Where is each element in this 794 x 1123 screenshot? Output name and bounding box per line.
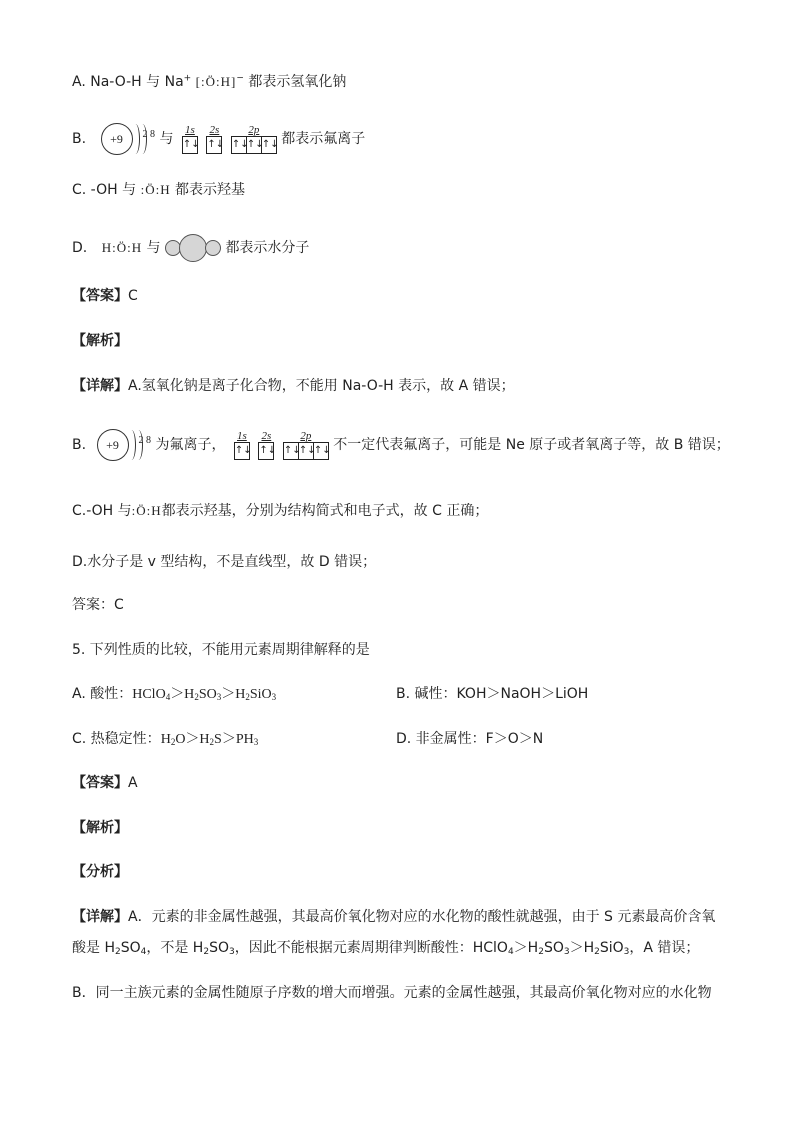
- analysis-tag: 【解析】: [72, 333, 128, 349]
- detail-1-answer-text: 答案：C: [72, 597, 124, 613]
- hydroxyl-lewis-structure: :Ö:H: [131, 503, 162, 518]
- detail-1-d-text: D.水分子是 v 型结构，不是直线型，故 D 错误；: [72, 554, 377, 570]
- orbital-box: ↑↓: [207, 139, 225, 150]
- detail-2-b-text: B．同一主族元素的金属性随原子序数的增大而增强。元素的金属性越强，其最高价氧化物对应的水化物: [72, 985, 712, 1001]
- answer-value: A: [128, 775, 138, 791]
- hydrogen-atom-ball: [205, 240, 221, 256]
- detail-2-a-line1: [72, 907, 715, 927]
- orbital-box: ↑↓: [234, 445, 252, 456]
- q4-option-a-prefix: A. Na-O-H 与 Na: [72, 74, 184, 90]
- detail-1-c-suffix: 都表示羟基，分别为结构简式和电子式，故 C 正确；: [161, 503, 489, 519]
- q4-option-d: [72, 234, 309, 262]
- q5-option-b: [396, 684, 588, 704]
- fenxi-tag: 【分析】: [72, 864, 128, 880]
- detail-1-b-suffix: 不一定代表氟离子，可能是 Ne 原子或者氧离子等，故 B 错误；: [333, 437, 730, 453]
- answer-tag: 【答案】: [72, 775, 128, 791]
- water-lewis-structure: H:Ö:H: [101, 240, 143, 255]
- detail-tag: 【详解】: [72, 378, 128, 394]
- orbital-2s-label: 2s: [209, 124, 220, 136]
- detail-2-a-line2: 酸是 $H_2SO_4$，不是 $H_2SO_3$，因此不能根据元素周期律判断酸性：$HClO_4>H_2SO_3>H_2SiO_3$，A 错误；: [72, 940, 700, 957]
- orbital-2p: [283, 430, 329, 460]
- q5-option-b-text: B. 碱性：KOH＞NaOH＞LiOH: [396, 686, 589, 702]
- answer-2: [72, 773, 138, 793]
- orbital-box: ↑↓: [182, 139, 200, 150]
- q5-option-c: [72, 729, 258, 750]
- orbital-1s-label: 1s: [237, 430, 247, 442]
- detail-1-b: [72, 428, 730, 462]
- orbital-2p: [231, 124, 277, 154]
- q4-option-b-suffix: 都表示氟离子: [281, 131, 366, 147]
- q5-option-c-label: C. 热稳定性：: [72, 731, 161, 747]
- oxygen-atom-ball: [179, 234, 207, 262]
- q4-option-c: [72, 180, 245, 200]
- orbital-2s-label: 2s: [261, 430, 272, 442]
- q5-option-a-label: A. 酸性：: [72, 686, 133, 702]
- orbital-2p-label: 2p: [248, 124, 260, 136]
- q5-option-d: [396, 729, 543, 749]
- orbital-box: ↑↓: [299, 443, 314, 459]
- q4-option-d-prefix: D.: [72, 240, 88, 256]
- orbital-box: ↑↓: [261, 139, 279, 150]
- linear-molecule-model: [165, 234, 221, 262]
- orbital-1s: [182, 124, 198, 154]
- orbital-box: ↑↓: [232, 137, 247, 153]
- q4-option-b: [72, 122, 365, 156]
- q5-option-d-text: D. 非金属性：F＞O＞N: [396, 731, 544, 747]
- q4-option-d-connector: 与: [146, 240, 161, 256]
- sodium-charge: +: [183, 73, 192, 84]
- q5-option-a-formula: $HClO_4>H_2SO_3>H_2SiO_3$: [132, 687, 277, 702]
- orbital-box: ↑↓: [247, 137, 262, 153]
- detail-tag: 【详解】: [72, 909, 128, 925]
- detail-1-answer: [72, 595, 124, 615]
- analysis-2: [72, 818, 128, 838]
- hydroxide-lewis-structure: [:Ö:H]: [195, 74, 237, 89]
- q4-option-a: [72, 72, 346, 92]
- fenxi: [72, 862, 128, 882]
- q5-stem-text: 5. 下列性质的比较，不能用元素周期律解释的是: [72, 642, 370, 658]
- orbital-1s: [234, 430, 250, 460]
- orbital-box: ↑↓: [259, 445, 277, 456]
- shell-electron-counts: 2 8: [142, 129, 156, 140]
- detail-1-c: [72, 501, 488, 521]
- fluoride-ion-diagram: [97, 428, 152, 462]
- orbital-box: ↑↓: [313, 445, 331, 456]
- analysis-tag: 【解析】: [72, 820, 128, 836]
- detail-1-b-prefix: B.: [72, 437, 87, 453]
- orbital-1s-label: 1s: [185, 124, 195, 136]
- detail-1-c-prefix: C.-OH 与: [72, 503, 132, 519]
- q4-option-d-suffix: 都表示水分子: [225, 240, 310, 256]
- orbital-2s: [206, 124, 225, 154]
- detail-2-b-line1: [72, 983, 712, 1003]
- nucleus-label: +9: [97, 429, 129, 461]
- detail-1-b-mid: 为氟离子，: [155, 437, 226, 453]
- q5-option-a: [72, 684, 276, 705]
- q4-option-c-suffix: 都表示羟基: [175, 182, 246, 198]
- q4-option-b-prefix: B.: [72, 131, 87, 147]
- q4-option-b-connector: 与: [159, 131, 174, 147]
- q4-option-a-suffix: 都表示氢氧化钠: [248, 74, 347, 90]
- nucleus-label: +9: [101, 123, 133, 155]
- q4-option-c-prefix: C. -OH 与: [72, 182, 137, 198]
- answer-tag: 【答案】: [72, 288, 128, 304]
- fluoride-ion-diagram: [101, 122, 156, 156]
- orbital-2s: [258, 430, 277, 460]
- orbital-box: ↑↓: [284, 443, 299, 459]
- hydroxide-charge: −: [236, 73, 244, 84]
- q5-option-c-formula: $H_2O>H_2S>PH_3$: [160, 732, 259, 747]
- detail-1-a: [72, 376, 515, 396]
- q5-stem: [72, 640, 370, 660]
- answer-value: C: [128, 288, 138, 304]
- detail-2-a-text: A．元素的非金属性越强，其最高价氧化物对应的水化物的酸性就越强，由于 S 元素最高价含氧: [128, 909, 716, 925]
- shell-electron-counts: 2 8: [138, 435, 152, 446]
- hydroxyl-lewis-structure: :Ö:H: [140, 182, 171, 197]
- detail-1-d: [72, 552, 376, 572]
- answer-1: [72, 286, 138, 306]
- detail-1-a-text: A.氢氧化钠是离子化合物，不能用 Na-O-H 表示，故 A 错误；: [128, 378, 515, 394]
- analysis-1: [72, 331, 128, 351]
- orbital-2p-label: 2p: [300, 430, 312, 442]
